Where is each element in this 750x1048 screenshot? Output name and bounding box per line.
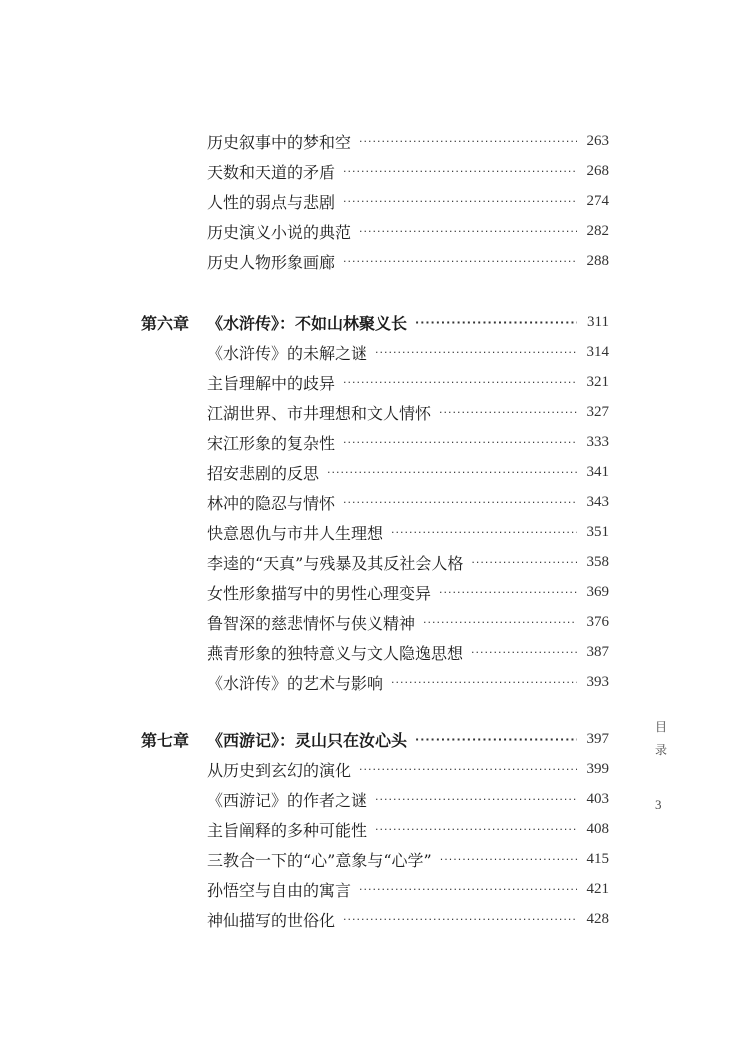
entry-title: 孙悟空与自由的寓言 [207,880,352,900]
dot-leader [375,346,577,359]
entry-page: 321 [586,373,609,390]
dot-leader [343,436,577,449]
entry-title: 快意恩仇与市井人生理想 [207,523,384,543]
dot-leader [327,466,577,479]
entry-page: 327 [586,403,609,420]
toc-entry[interactable] [207,457,609,487]
toc-entry[interactable] [207,577,609,607]
entry-title: 林冲的隐忍与情怀 [207,493,336,513]
toc-entry[interactable] [207,427,609,457]
entry-page: 263 [586,132,609,149]
chapter-heading[interactable] [141,724,609,754]
toc-entry[interactable] [207,156,609,186]
entry-page: 268 [586,162,609,179]
entry-title: 神仙描写的世俗化 [207,910,336,930]
entry-title: 招安悲剧的反思 [207,463,320,483]
toc-entry[interactable] [207,754,609,784]
dot-leader [359,225,577,238]
toc-entry[interactable] [207,547,609,577]
toc-entry[interactable] [207,667,609,697]
margin-label-2: 录 [655,743,668,757]
entry-title: 《西游记》的作者之谜 [207,790,368,810]
dot-leader [359,883,577,896]
entry-page: 282 [586,222,609,239]
dot-leader [391,526,577,539]
entry-title: 《水浒传》的未解之谜 [207,343,368,363]
entry-page: 428 [586,910,609,927]
toc-entry[interactable] [207,126,609,156]
toc-entry[interactable] [207,186,609,216]
dot-leader [343,376,577,389]
dot-leader [343,195,577,208]
entry-title: 燕青形象的独特意义与文人隐逸思想 [207,643,464,663]
entry-page: 387 [586,643,609,660]
toc-entry[interactable] [207,367,609,397]
chapter-page: 397 [586,730,609,747]
dot-leader [415,733,577,746]
toc-entry[interactable] [207,814,609,844]
dot-leader [343,496,577,509]
entry-page: 351 [586,523,609,540]
entry-title: 天数和天道的矛盾 [207,162,336,182]
entry-page: 343 [586,493,609,510]
entry-title: 《水浒传》的艺术与影响 [207,673,384,693]
entry-page: 376 [586,613,609,630]
entry-title: 人性的弱点与悲剧 [207,192,336,212]
dot-leader [343,165,577,178]
dot-leader [391,676,577,689]
dot-leader [439,406,577,419]
entry-title: 历史人物形象画廊 [207,252,336,272]
entry-title: 三教合一下的“心”意象与“心学” [207,850,432,870]
entry-page: 288 [586,252,609,269]
entry-page: 369 [586,583,609,600]
toc-entry[interactable] [207,397,609,427]
entry-page: 415 [586,850,609,867]
toc-entry[interactable] [207,637,609,667]
toc-entry[interactable] [207,216,609,246]
entry-title: 鲁智深的慈悲情怀与侠义精神 [207,613,416,633]
entry-page: 421 [586,880,609,897]
toc-entry[interactable] [207,844,609,874]
entry-page: 341 [586,463,609,480]
dot-leader [415,316,577,329]
toc-entry[interactable] [207,607,609,637]
toc-entry[interactable] [207,517,609,547]
toc-entry[interactable] [207,904,609,934]
chapter-number: 第六章 [141,313,190,333]
toc-entry[interactable] [207,487,609,517]
entry-page: 333 [586,433,609,450]
entry-page: 408 [586,820,609,837]
entry-title: 江湖世界、市井理想和文人情怀 [207,403,432,423]
entry-title: 历史演义小说的典范 [207,222,352,242]
entry-page: 393 [586,673,609,690]
dot-leader [343,255,577,268]
dot-leader [471,556,577,569]
dot-leader [423,616,577,629]
dot-leader [359,763,577,776]
dot-leader [440,853,577,866]
entry-title: 主旨理解中的歧异 [207,373,336,393]
entry-title: 宋江形象的复杂性 [207,433,336,453]
dot-leader [471,646,577,659]
dot-leader [359,135,577,148]
entry-title: 主旨阐释的多种可能性 [207,820,368,840]
entry-page: 403 [586,790,609,807]
chapter-title: 《西游记》：灵山只在汝心头 [207,730,408,750]
chapter-number: 第七章 [141,730,190,750]
dot-leader [439,586,577,599]
entry-title: 李逵的“天真”与残暴及其反社会人格 [207,553,464,573]
chapter-title: 《水浒传》：不如山林聚义长 [207,313,408,333]
toc-entry[interactable] [207,246,609,276]
toc-entry[interactable] [207,337,609,367]
entry-title: 女性形象描写中的男性心理变异 [207,583,432,603]
entry-page: 358 [586,553,609,570]
entry-title: 从历史到玄幻的演化 [207,760,352,780]
chapter-heading[interactable] [141,307,609,337]
entry-title: 历史叙事中的梦和空 [207,132,352,152]
entry-page: 399 [586,760,609,777]
page-number: 3 [655,797,662,812]
dot-leader [375,793,577,806]
entry-page: 314 [586,343,609,360]
dot-leader [375,823,577,836]
margin-label-1: 目 [655,720,668,734]
toc-entry[interactable] [207,784,609,814]
toc-entry[interactable] [207,874,609,904]
entry-page: 274 [586,192,609,209]
dot-leader [343,913,577,926]
chapter-page: 311 [587,313,609,330]
